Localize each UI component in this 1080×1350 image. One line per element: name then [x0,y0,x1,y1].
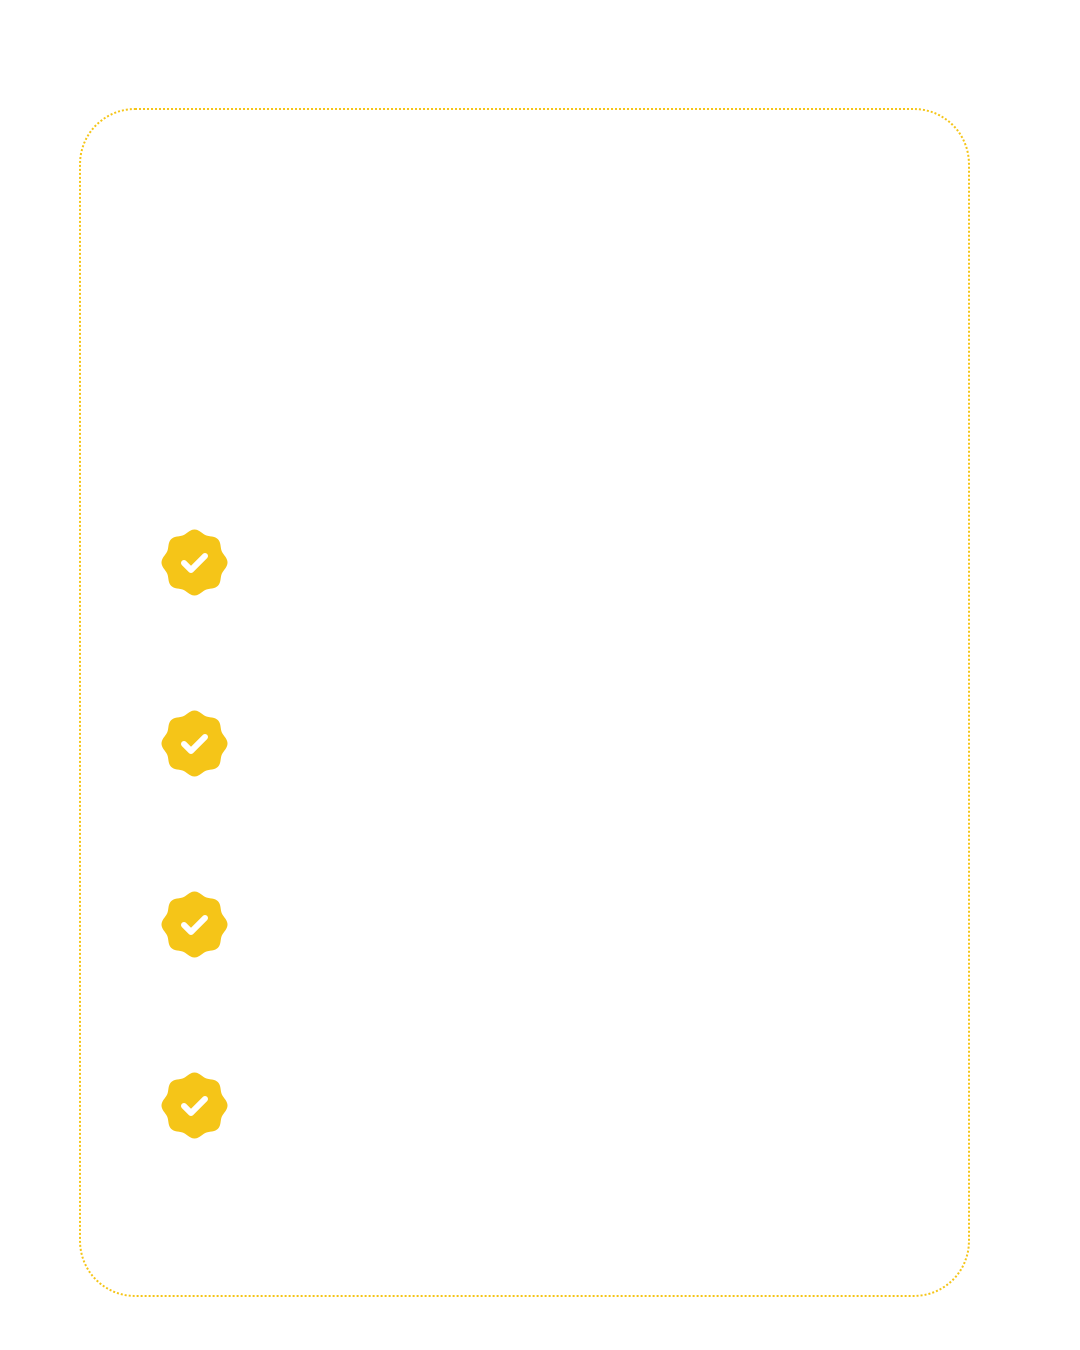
checklist-item-1 [160,528,860,598]
verified-badge-check-icon [160,709,229,778]
checklist-item-2 [160,709,860,779]
verified-badge-check-icon [160,1071,229,1140]
verified-badge-check-icon [160,528,229,597]
verified-badge-check-icon [160,890,229,959]
checklist-item-4 [160,1071,860,1141]
checklist-item-3 [160,890,860,960]
